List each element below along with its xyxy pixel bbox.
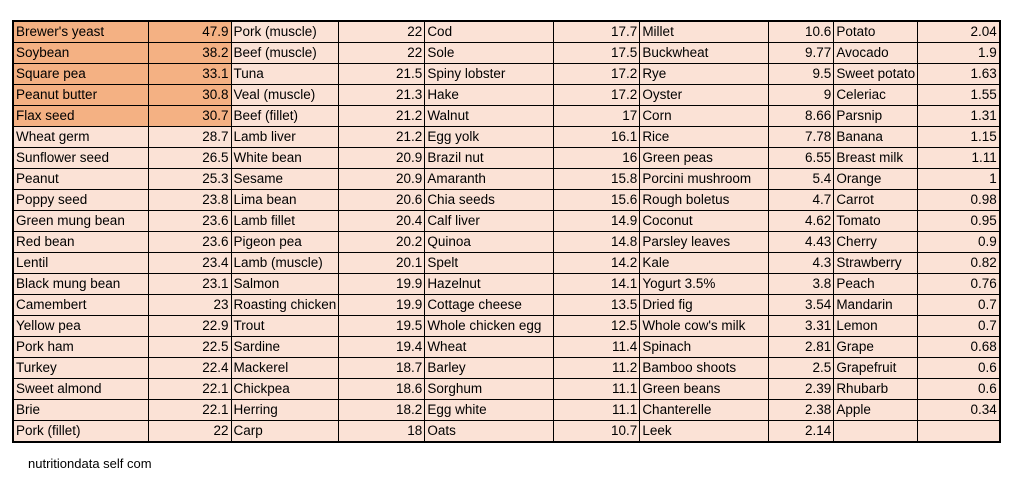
food-name-cell: Hazelnut (425, 274, 554, 295)
food-name-cell: Brewer's yeast (13, 21, 148, 43)
protein-value-cell: 2.14 (769, 421, 834, 443)
table-row (13, 148, 1000, 169)
food-name-cell: Sardine (231, 337, 339, 358)
food-name-cell: Chia seeds (425, 190, 554, 211)
food-name-cell: Corn (640, 106, 769, 127)
food-name-cell: Mackerel (231, 358, 339, 379)
protein-value-cell: 22 (339, 43, 425, 64)
protein-value-cell: 17.5 (554, 43, 640, 64)
table-row (13, 211, 1000, 232)
food-name-cell: Lemon (834, 316, 918, 337)
protein-value-cell: 9.5 (769, 64, 834, 85)
protein-value-cell: 11.1 (554, 400, 640, 421)
food-name-cell: Whole cow's milk (640, 316, 769, 337)
food-name-cell: Pork ham (13, 337, 148, 358)
protein-value-cell: 19.9 (339, 274, 425, 295)
protein-value-cell: 2.39 (769, 379, 834, 400)
food-name-cell: Spelt (425, 253, 554, 274)
food-name-cell: Rhubarb (834, 379, 918, 400)
food-name-cell: Camembert (13, 295, 148, 316)
food-name-cell: Green peas (640, 148, 769, 169)
food-name-cell: Kale (640, 253, 769, 274)
protein-value-cell: 0.34 (918, 400, 1000, 421)
protein-value-cell: 0.7 (918, 316, 1000, 337)
food-name-cell: Orange (834, 169, 918, 190)
protein-value-cell: 9 (769, 85, 834, 106)
food-name-cell: Salmon (231, 274, 339, 295)
food-name-cell: Chickpea (231, 379, 339, 400)
food-name-cell: Yellow pea (13, 316, 148, 337)
table-row (13, 64, 1000, 85)
protein-value-cell: 0.68 (918, 337, 1000, 358)
food-name-cell: Mandarin (834, 295, 918, 316)
protein-value-cell: 23.4 (148, 253, 231, 274)
protein-value-cell: 4.62 (769, 211, 834, 232)
protein-value-cell: 19.4 (339, 337, 425, 358)
protein-value-cell: 12.5 (554, 316, 640, 337)
protein-value-cell: 21.2 (339, 106, 425, 127)
food-name-cell: Peanut butter (13, 85, 148, 106)
food-name-cell: Lamb liver (231, 127, 339, 148)
protein-value-cell: 17 (554, 106, 640, 127)
food-name-cell: Beef (fillet) (231, 106, 339, 127)
table-row (13, 190, 1000, 211)
protein-value-cell: 22 (148, 421, 231, 443)
food-name-cell: Carrot (834, 190, 918, 211)
food-name-cell: Pork (fillet) (13, 421, 148, 443)
protein-value-cell: 0.6 (918, 379, 1000, 400)
food-name-cell: Sole (425, 43, 554, 64)
food-name-cell: Green mung bean (13, 211, 148, 232)
protein-value-cell: 4.3 (769, 253, 834, 274)
food-name-cell: Pork (muscle) (231, 21, 339, 43)
protein-value-cell: 28.7 (148, 127, 231, 148)
food-name-cell: Spinach (640, 337, 769, 358)
food-name-cell: Tomato (834, 211, 918, 232)
protein-value-cell: 19.9 (339, 295, 425, 316)
table-row (13, 232, 1000, 253)
table-row (13, 169, 1000, 190)
empty-cell (918, 421, 1000, 443)
food-name-cell: Whole chicken egg (425, 316, 554, 337)
protein-value-cell: 1 (918, 169, 1000, 190)
protein-value-cell: 6.55 (769, 148, 834, 169)
protein-value-cell: 0.76 (918, 274, 1000, 295)
food-name-cell: Pigeon pea (231, 232, 339, 253)
protein-content-table (12, 20, 1001, 443)
protein-value-cell: 2.04 (918, 21, 1000, 43)
table-row (13, 379, 1000, 400)
protein-value-cell: 1.11 (918, 148, 1000, 169)
protein-value-cell: 21.2 (339, 127, 425, 148)
protein-value-cell: 23.6 (148, 211, 231, 232)
table-row (13, 85, 1000, 106)
food-name-cell: Chanterelle (640, 400, 769, 421)
protein-value-cell: 19.5 (339, 316, 425, 337)
food-name-cell: Breast milk (834, 148, 918, 169)
protein-value-cell: 0.7 (918, 295, 1000, 316)
food-name-cell: Hake (425, 85, 554, 106)
protein-value-cell: 23.8 (148, 190, 231, 211)
protein-value-cell: 22 (339, 21, 425, 43)
protein-value-cell: 47.9 (148, 21, 231, 43)
food-name-cell: Red bean (13, 232, 148, 253)
protein-value-cell: 20.9 (339, 148, 425, 169)
protein-value-cell: 2.38 (769, 400, 834, 421)
food-name-cell: Walnut (425, 106, 554, 127)
table-row (13, 274, 1000, 295)
protein-value-cell: 22.5 (148, 337, 231, 358)
food-name-cell: Buckwheat (640, 43, 769, 64)
protein-value-cell: 3.54 (769, 295, 834, 316)
protein-value-cell: 22.1 (148, 379, 231, 400)
protein-value-cell: 21.3 (339, 85, 425, 106)
food-name-cell: Sunflower seed (13, 148, 148, 169)
protein-value-cell: 1.55 (918, 85, 1000, 106)
food-name-cell: Cherry (834, 232, 918, 253)
food-name-cell: Parsnip (834, 106, 918, 127)
protein-value-cell: 26.5 (148, 148, 231, 169)
table-row (13, 127, 1000, 148)
food-name-cell: Calf liver (425, 211, 554, 232)
protein-value-cell: 23 (148, 295, 231, 316)
protein-value-cell: 20.1 (339, 253, 425, 274)
protein-value-cell: 14.1 (554, 274, 640, 295)
protein-value-cell: 30.8 (148, 85, 231, 106)
protein-value-cell: 30.7 (148, 106, 231, 127)
protein-value-cell: 1.31 (918, 106, 1000, 127)
table-row (13, 358, 1000, 379)
protein-value-cell: 17.2 (554, 64, 640, 85)
protein-value-cell: 11.4 (554, 337, 640, 358)
protein-value-cell: 20.9 (339, 169, 425, 190)
food-name-cell: Strawberry (834, 253, 918, 274)
food-name-cell: Yogurt 3.5% (640, 274, 769, 295)
food-name-cell: Cod (425, 21, 554, 43)
food-name-cell: Beef (muscle) (231, 43, 339, 64)
food-name-cell: Peach (834, 274, 918, 295)
protein-value-cell: 17.2 (554, 85, 640, 106)
food-name-cell: Bamboo shoots (640, 358, 769, 379)
food-name-cell: Lamb (muscle) (231, 253, 339, 274)
protein-value-cell: 17.7 (554, 21, 640, 43)
food-name-cell: Quinoa (425, 232, 554, 253)
protein-value-cell: 23.6 (148, 232, 231, 253)
food-name-cell: Spiny lobster (425, 64, 554, 85)
protein-value-cell: 18.2 (339, 400, 425, 421)
table-row (13, 337, 1000, 358)
protein-value-cell: 20.6 (339, 190, 425, 211)
food-name-cell: Celeriac (834, 85, 918, 106)
food-name-cell: Millet (640, 21, 769, 43)
protein-value-cell: 18 (339, 421, 425, 443)
protein-value-cell: 4.7 (769, 190, 834, 211)
food-name-cell: Wheat (425, 337, 554, 358)
protein-value-cell: 1.9 (918, 43, 1000, 64)
food-name-cell: Soybean (13, 43, 148, 64)
food-name-cell: Grapefruit (834, 358, 918, 379)
table-row (13, 21, 1000, 43)
food-name-cell: Trout (231, 316, 339, 337)
source-note: nutritiondata self com (28, 456, 152, 471)
protein-value-cell: 25.3 (148, 169, 231, 190)
protein-value-cell: 8.66 (769, 106, 834, 127)
food-name-cell: Tuna (231, 64, 339, 85)
food-name-cell: Amaranth (425, 169, 554, 190)
food-name-cell: Lamb fillet (231, 211, 339, 232)
food-name-cell: Rye (640, 64, 769, 85)
food-name-cell: Lima bean (231, 190, 339, 211)
protein-value-cell: 0.6 (918, 358, 1000, 379)
protein-value-cell: 0.95 (918, 211, 1000, 232)
food-name-cell: Dried fig (640, 295, 769, 316)
food-name-cell: Herring (231, 400, 339, 421)
food-name-cell: Barley (425, 358, 554, 379)
protein-value-cell: 5.4 (769, 169, 834, 190)
food-name-cell: Leek (640, 421, 769, 443)
protein-value-cell: 33.1 (148, 64, 231, 85)
protein-value-cell: 21.5 (339, 64, 425, 85)
protein-value-cell: 0.98 (918, 190, 1000, 211)
protein-value-cell: 1.15 (918, 127, 1000, 148)
protein-value-cell: 10.7 (554, 421, 640, 443)
table-row (13, 421, 1000, 443)
food-name-cell: Roasting chicken (231, 295, 339, 316)
protein-value-cell: 22.4 (148, 358, 231, 379)
protein-value-cell: 4.43 (769, 232, 834, 253)
food-name-cell: Brazil nut (425, 148, 554, 169)
food-name-cell: Banana (834, 127, 918, 148)
food-name-cell: Sesame (231, 169, 339, 190)
protein-value-cell: 3.8 (769, 274, 834, 295)
food-name-cell: Veal (muscle) (231, 85, 339, 106)
protein-value-cell: 13.5 (554, 295, 640, 316)
protein-value-cell: 0.9 (918, 232, 1000, 253)
protein-value-cell: 23.1 (148, 274, 231, 295)
food-name-cell: Grape (834, 337, 918, 358)
protein-value-cell: 14.2 (554, 253, 640, 274)
table-row (13, 400, 1000, 421)
food-name-cell: Oyster (640, 85, 769, 106)
protein-value-cell: 14.9 (554, 211, 640, 232)
protein-value-cell: 15.6 (554, 190, 640, 211)
food-name-cell: Brie (13, 400, 148, 421)
protein-value-cell: 15.8 (554, 169, 640, 190)
table-row (13, 106, 1000, 127)
food-name-cell: Egg yolk (425, 127, 554, 148)
food-name-cell: Rice (640, 127, 769, 148)
food-name-cell: Oats (425, 421, 554, 443)
protein-value-cell: 2.81 (769, 337, 834, 358)
food-name-cell: Sweet almond (13, 379, 148, 400)
protein-value-cell: 22.1 (148, 400, 231, 421)
protein-value-cell: 9.77 (769, 43, 834, 64)
protein-value-cell: 18.6 (339, 379, 425, 400)
protein-value-cell: 20.2 (339, 232, 425, 253)
food-name-cell: Cottage cheese (425, 295, 554, 316)
protein-value-cell: 11.2 (554, 358, 640, 379)
food-name-cell: Avocado (834, 43, 918, 64)
food-name-cell: Black mung bean (13, 274, 148, 295)
food-name-cell: Carp (231, 421, 339, 443)
table-row (13, 43, 1000, 64)
food-name-cell: Egg white (425, 400, 554, 421)
protein-value-cell: 18.7 (339, 358, 425, 379)
protein-value-cell: 38.2 (148, 43, 231, 64)
protein-value-cell: 7.78 (769, 127, 834, 148)
food-name-cell: Sweet potato (834, 64, 918, 85)
food-name-cell: White bean (231, 148, 339, 169)
food-name-cell: Sorghum (425, 379, 554, 400)
food-name-cell: Lentil (13, 253, 148, 274)
food-name-cell: Turkey (13, 358, 148, 379)
protein-value-cell: 0.82 (918, 253, 1000, 274)
table-row (13, 253, 1000, 274)
food-name-cell: Coconut (640, 211, 769, 232)
food-name-cell: Green beans (640, 379, 769, 400)
protein-value-cell: 16 (554, 148, 640, 169)
protein-value-cell: 2.5 (769, 358, 834, 379)
protein-value-cell: 22.9 (148, 316, 231, 337)
food-name-cell: Peanut (13, 169, 148, 190)
protein-value-cell: 10.6 (769, 21, 834, 43)
food-name-cell: Porcini mushroom (640, 169, 769, 190)
empty-cell (834, 421, 918, 443)
protein-value-cell: 3.31 (769, 316, 834, 337)
food-name-cell: Apple (834, 400, 918, 421)
protein-value-cell: 16.1 (554, 127, 640, 148)
food-name-cell: Wheat germ (13, 127, 148, 148)
protein-value-cell: 20.4 (339, 211, 425, 232)
food-name-cell: Square pea (13, 64, 148, 85)
table-row (13, 295, 1000, 316)
food-name-cell: Potato (834, 21, 918, 43)
food-name-cell: Parsley leaves (640, 232, 769, 253)
table-row (13, 316, 1000, 337)
protein-value-cell: 14.8 (554, 232, 640, 253)
protein-value-cell: 1.63 (918, 64, 1000, 85)
food-name-cell: Rough boletus (640, 190, 769, 211)
food-name-cell: Flax seed (13, 106, 148, 127)
protein-value-cell: 11.1 (554, 379, 640, 400)
food-name-cell: Poppy seed (13, 190, 148, 211)
